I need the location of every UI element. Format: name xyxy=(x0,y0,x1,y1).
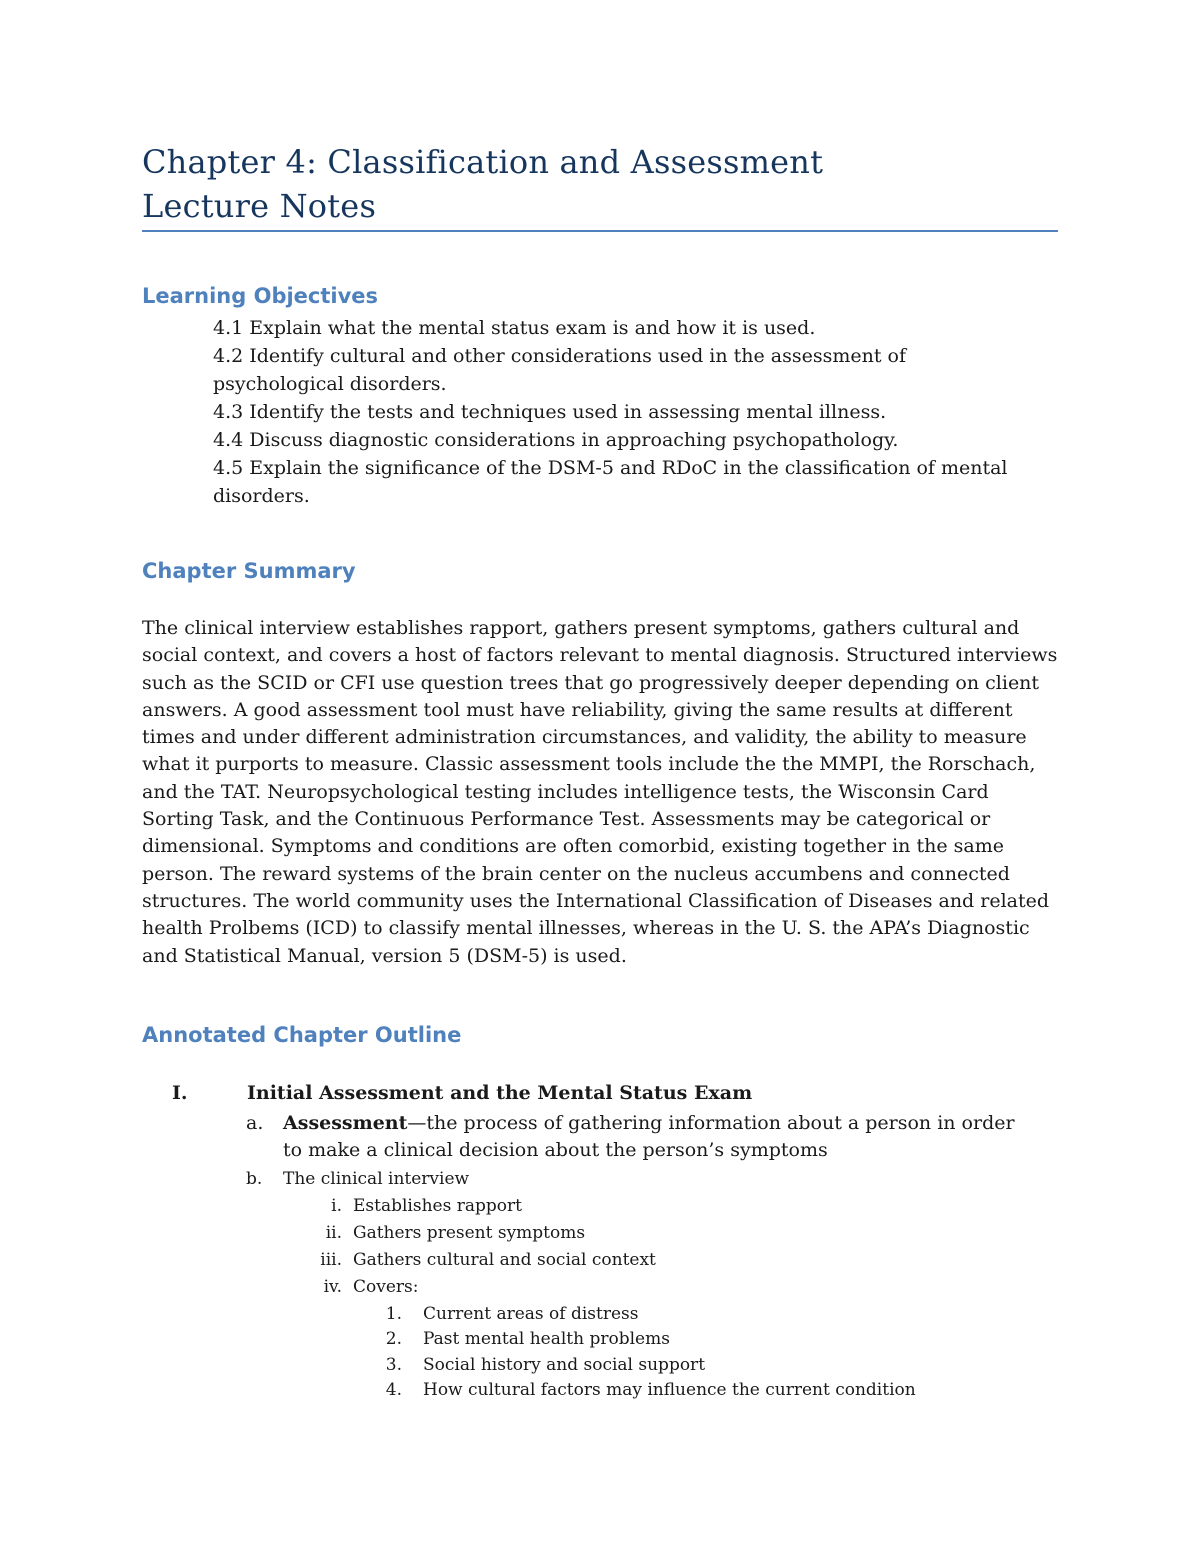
objective-line: 4.5 Explain the significance of the DSM-5 and RDoC in the classification of mental xyxy=(213,457,1008,479)
objective-line: 4.3 Identify the tests and techniques used in assessing mental illness. xyxy=(213,401,887,423)
outline-num: i. xyxy=(331,1196,342,1216)
objective-line: 4.1 Explain what the mental status exam is and how it is used. xyxy=(213,317,816,339)
outline-num: ii. xyxy=(325,1223,342,1243)
chapter-outline-heading: Annotated Chapter Outline xyxy=(142,1023,462,1047)
outline-text: How cultural factors may influence the current condition xyxy=(423,1380,916,1400)
chapter-summary-heading: Chapter Summary xyxy=(142,559,356,583)
outline-text: Covers: xyxy=(353,1277,419,1297)
outline-text: Gathers present symptoms xyxy=(353,1223,586,1243)
objective-line: 4.4 Discuss diagnostic considerations in approaching psychopathology. xyxy=(213,429,899,451)
outline-num: 3. xyxy=(385,1355,402,1375)
outline-num: a. xyxy=(246,1112,264,1134)
title-divider xyxy=(142,230,1058,232)
outline-num: 1. xyxy=(385,1304,402,1324)
objective-line: 4.2 Identify cultural and other considerations used in the assessment of xyxy=(213,345,907,367)
outline-num: b. xyxy=(246,1169,263,1189)
title-line-1: Chapter 4: Classification and Assessment xyxy=(142,143,824,181)
outline-term: Assessment xyxy=(283,1112,408,1134)
chapter-summary-text: The clinical interview establishes rapport, gathers present symptoms, gathers cultural and social context, and covers a host of factors relevant to mental diagnosis. Structured interviews such as the SCID or CFI use question trees that go progressively deeper depending on client answers. A good assessment tool must have reliability, giving the same results at different times and under different administration circumstances, and validity, the ability to measure what it purports to measure. Classic assessment tools include the the MMPI, the Rorschach, and the TAT. Neuropsychological testing includes intelligence tests, the Wisconsin Card Sorting Task, and the Continuous Performance Test. Assessments may be categorical or dimensional. Symptoms and conditions are often comorbid, existing together in the same person. The reward systems of the brain center on the nucleus accumbens and connected structures. The world community uses the International Classification of Diseases and related health Prolbems (ICD) to classify mental illnesses, whereas in the U. S. the APA’s Diagnostic and Statistical Manual, version 5 (DSM-5) is used. xyxy=(142,617,1058,967)
document-title xyxy=(142,140,1062,228)
title-line-2: Lecture Notes xyxy=(142,187,377,225)
learning-objectives-heading: Learning Objectives xyxy=(142,284,379,308)
outline-num: 2. xyxy=(385,1329,402,1349)
outline-definition-cont: to make a clinical decision about the person’s symptoms xyxy=(283,1139,828,1161)
outline-section-title: Initial Assessment and the Mental Status Exam xyxy=(247,1082,753,1104)
outline-num: iv. xyxy=(323,1277,342,1297)
outline-text: Gathers cultural and social context xyxy=(353,1250,656,1270)
outline-text: Past mental health problems xyxy=(423,1329,670,1349)
outline-num: iii. xyxy=(320,1250,342,1270)
outline-num: I. xyxy=(172,1082,188,1104)
outline-text: Social history and social support xyxy=(423,1355,706,1375)
outline-num: 4. xyxy=(385,1380,402,1400)
objective-line: psychological disorders. xyxy=(213,373,447,395)
outline-text: Establishes rapport xyxy=(353,1196,522,1216)
outline-text: The clinical interview xyxy=(283,1169,470,1189)
objective-line: disorders. xyxy=(213,485,310,507)
learning-objectives-list xyxy=(213,314,1043,510)
outline-text: Current areas of distress xyxy=(423,1304,639,1324)
outline-definition: —the process of gathering information about a person in order xyxy=(407,1112,1015,1134)
